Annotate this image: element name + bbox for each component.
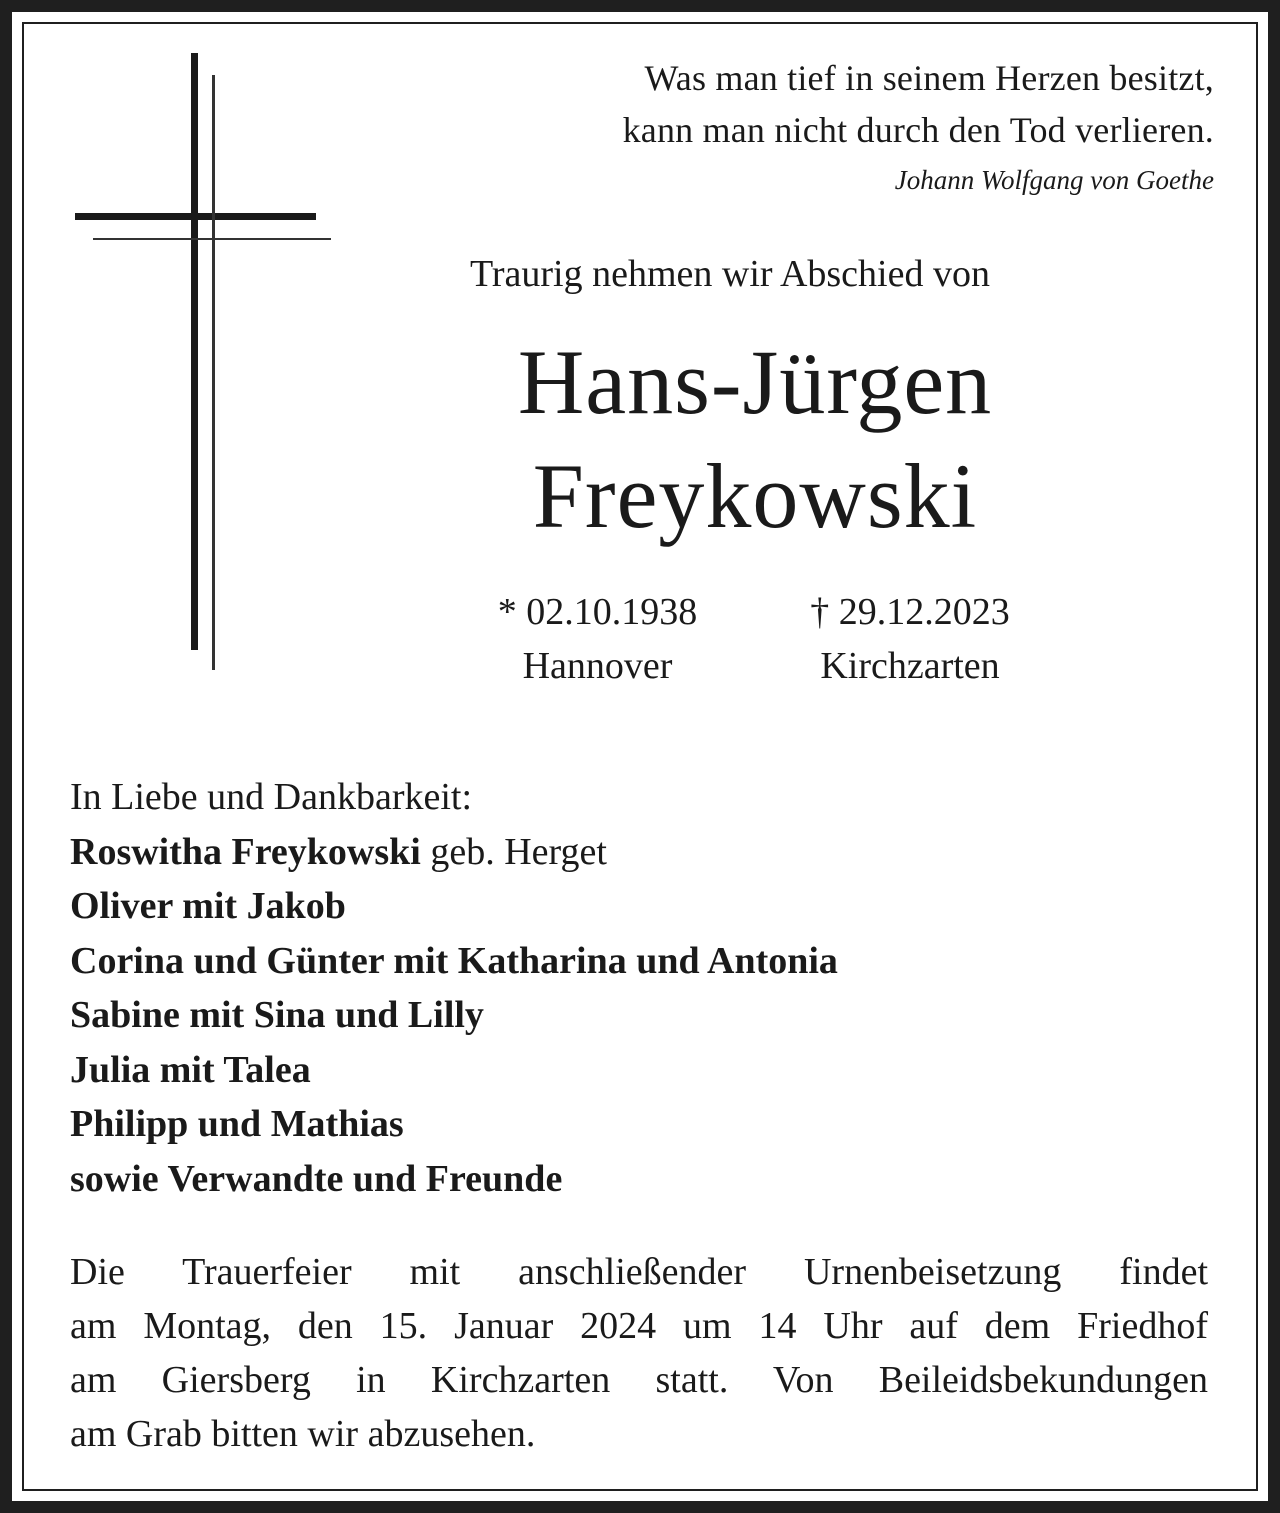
mourners-list	[70, 770, 838, 1206]
service-notice	[70, 1245, 1208, 1461]
service-line: am Montag, den 15. Januar 2024 um 14 Uhr auf dem Friedhof	[70, 1305, 1208, 1347]
quote	[623, 52, 1214, 200]
mourner-name: sowie Verwandte und Freunde	[70, 1157, 563, 1200]
quote-author: Johann Wolfgang von Goethe	[894, 165, 1214, 195]
service-line: Die Trauerfeier mit anschließender Urnenbeisetzung findet	[70, 1251, 1208, 1293]
birth-place: Hannover	[522, 645, 673, 687]
mourner-line	[70, 825, 838, 880]
mourner-name: Roswitha Freykowski	[70, 830, 421, 873]
service-line: am Grab bitten wir abzusehen.	[70, 1413, 536, 1455]
death-place: Kirchzarten	[820, 645, 1000, 687]
first-name: Hans-Jürgen	[517, 331, 993, 433]
mourner-name: Oliver mit Jakob	[70, 885, 346, 927]
mourner-line	[70, 1152, 838, 1207]
mourner-line	[70, 934, 838, 989]
mourner-suffix: geb. Herget	[420, 830, 607, 873]
death-info	[770, 585, 1050, 693]
mourner-name: Corina und Günter mit Katharina und Antonia	[70, 939, 838, 982]
mourner-name: Julia mit Talea	[70, 1048, 311, 1091]
birth-date: * 02.10.1938	[497, 591, 698, 633]
farewell-line: Traurig nehmen wir Abschied von	[470, 253, 990, 295]
mourner-line	[70, 1097, 838, 1152]
quote-line: Was man tief in seinem Herzen besitzt,	[644, 58, 1214, 98]
mourner-line	[70, 879, 838, 934]
deceased-name	[400, 325, 1110, 553]
mourner-name: Philipp und Mathias	[70, 1103, 404, 1145]
quote-line: kann man nicht durch den Tod verlieren.	[622, 110, 1214, 150]
death-date: † 29.12.2023	[810, 591, 1010, 633]
mourner-line	[70, 1043, 838, 1098]
mourner-name: Sabine mit Sina und Lilly	[70, 994, 484, 1036]
last-name: Freykowski	[532, 445, 978, 547]
service-line: am Giersberg in Kirchzarten statt. Von Beileidsbekundungen	[70, 1359, 1208, 1401]
mourners-intro: In Liebe und Dankbarkeit:	[70, 776, 473, 818]
birth-info	[470, 585, 725, 693]
mourner-line	[70, 988, 838, 1043]
